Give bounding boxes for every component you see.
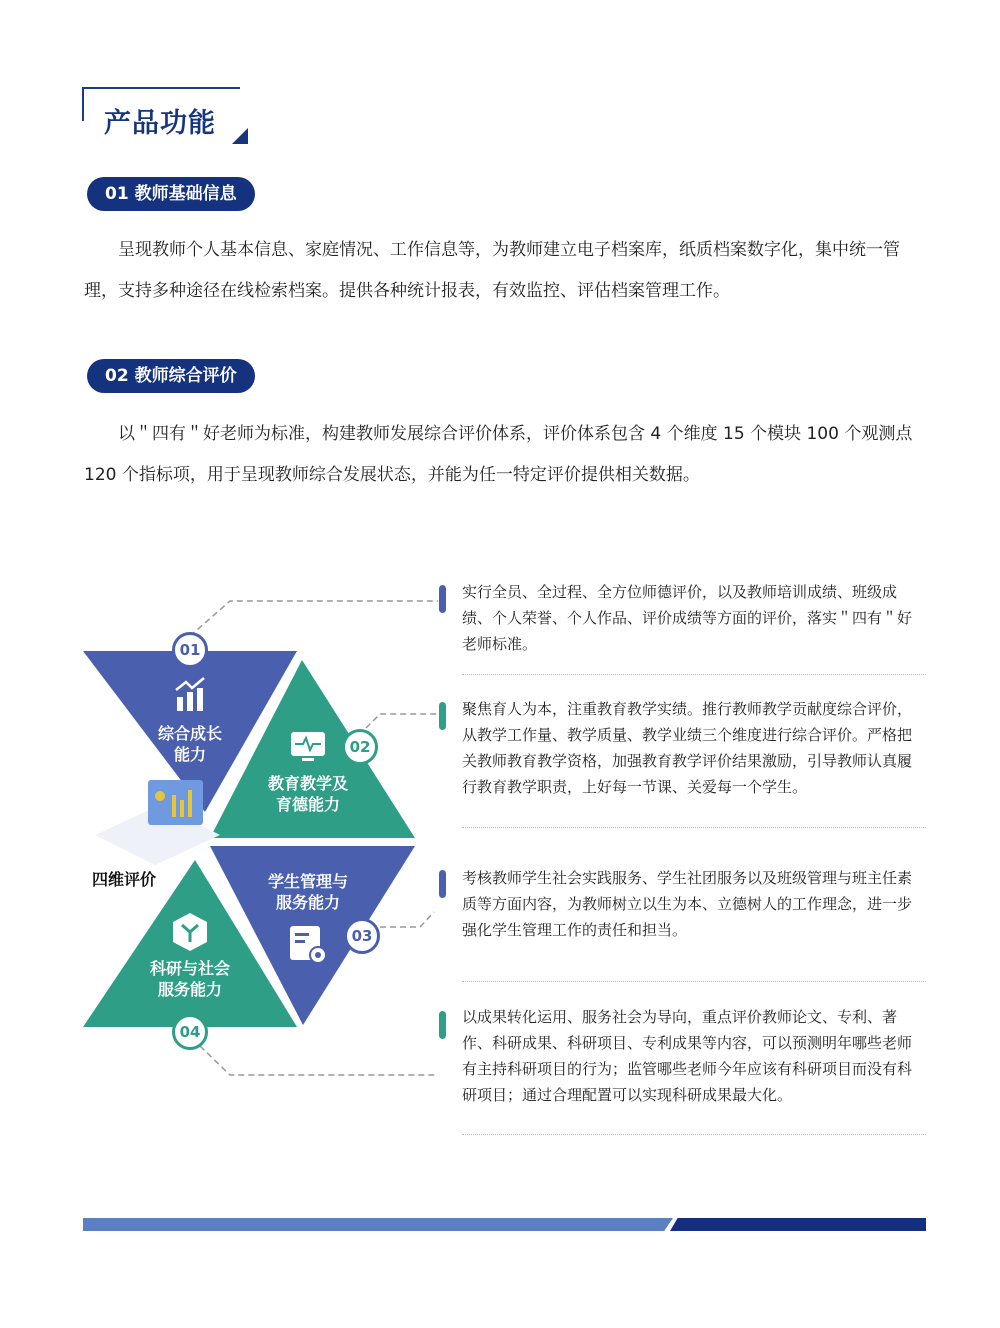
divider — [462, 674, 926, 675]
page-title: 产品功能 — [104, 108, 216, 139]
dimension-04-desc: 以成果转化运用、服务社会为导向，重点评价教师论文、专利、著作、科研成果、科研项目、专利成果等内容，可以预测明年哪些老师有主持科研项目的行为；监管哪些老师今年应该有科研项目而没有科研项目；通过合理配置可以实现科研成果最大化。 — [462, 1008, 913, 1104]
dimension-01-label: 综合成长 能力 — [157, 724, 222, 764]
divider — [462, 981, 926, 982]
section-02-text: 以＂四有＂好老师为标准，构建教师发展综合评价体系，评价体系包含 4 个维度 15 个模块 100 个观测点 120 个指标项，用于呈现教师综合发展状态，并能为任一特定评价提供相关数据。 — [84, 424, 913, 485]
center-label: 四维评价 — [92, 870, 157, 889]
dimension-03-number: 03 — [344, 918, 380, 954]
section-02-badge: 02 教师综合评价 — [87, 359, 255, 393]
footer-bar-light — [83, 1218, 673, 1231]
connector-03 — [380, 912, 434, 927]
desc-02-marker — [439, 702, 446, 730]
dimension-01-number: 01 — [172, 632, 208, 668]
desc-01-marker — [439, 585, 446, 613]
illustration-platform — [95, 780, 220, 865]
dimension-01-desc: 实行全员、全过程、全方位师德评价，以及教师培训成绩、班级成绩、个人荣誉、个人作品、评价成绩等方面的评价，落实＂四有＂好老师标准。 — [462, 583, 913, 653]
dimension-02-desc: 聚焦育人为本，注重教育教学实绩。推行教师教学贡献度综合评价，从教学工作量、教学质量、教学业绩三个维度进行综合评价。严格把关教师教育教学资格，加强教育教学评价结果激励，引导教师认真履行教育教学职责，上好每一节课、关爱每一个学生。 — [462, 700, 913, 796]
dimension-04-number: 04 — [172, 1014, 208, 1050]
connector-04 — [200, 1046, 438, 1075]
footer-bar-dark — [670, 1218, 926, 1231]
dimension-03-label: 学生管理与 服务能力 — [267, 872, 348, 912]
section-01-badge: 01 教师基础信息 — [87, 177, 255, 211]
connector-02 — [366, 714, 438, 728]
dimension-04-label: 科研与社会 服务能力 — [149, 959, 230, 999]
connector-01 — [190, 601, 438, 636]
dimension-02-number: 02 — [342, 729, 378, 765]
section-01-text: 呈现教师个人基本信息、家庭情况、工作信息等，为教师建立电子档案库，纸质档案数字化，集中统一管理，支持多种途径在线检索档案。提供各种统计报表，有效监控、评估档案管理工作。 — [84, 240, 900, 301]
dimension-02-label: 教育教学及 育德能力 — [267, 774, 348, 814]
dimension-03-desc: 考核教师学生社会实践服务、学生社团服务以及班级管理与班主任素质等方面内容，为教师树立以生为本、立德树人的工作理念，进一步强化学生管理工作的责任和担当。 — [462, 869, 913, 939]
desc-04-marker — [439, 1011, 446, 1039]
divider — [462, 827, 926, 828]
divider — [462, 1134, 926, 1135]
desc-03-marker — [439, 870, 446, 898]
